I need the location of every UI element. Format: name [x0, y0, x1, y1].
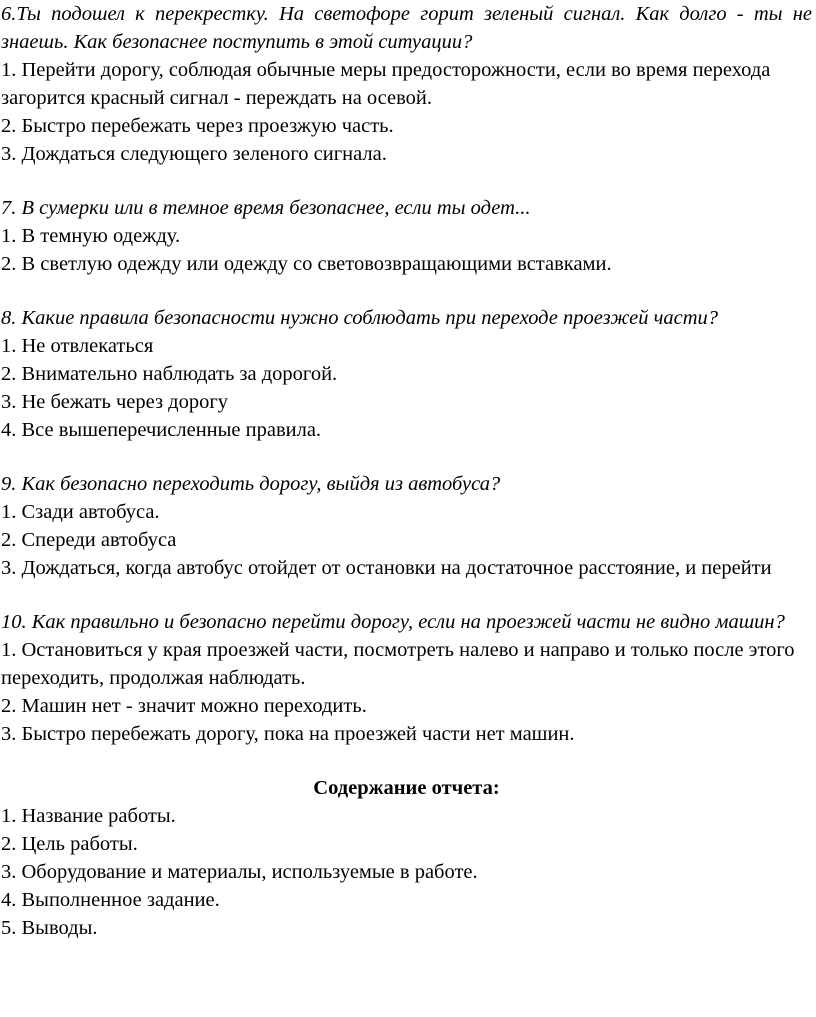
answer-option: 1. Не отвлекаться — [1, 335, 154, 357]
question-text: 8. Какие правила безопасности нужно соблюдать при переходе проезжей части? — [1, 307, 719, 329]
spacer — [1, 168, 812, 194]
report-section — [1, 774, 812, 942]
answer-option: 1. В темную одежду. — [1, 225, 181, 247]
spacer — [1, 278, 812, 304]
spacer — [1, 582, 812, 608]
question-block-6 — [1, 0, 812, 168]
answer-option: 1. Сзади автобуса. — [1, 501, 160, 523]
answer-option: 1. Остановиться у края проезжей части, посмотреть налево и направо и только после этого переходить, продолжая наблюдать. — [1, 639, 795, 689]
answer-option: 2. Быстро перебежать через проезжую часть. — [1, 115, 394, 137]
answer-option: 2. В светлую одежду или одежду со световозвращающими вставками. — [1, 253, 612, 275]
answer-option: 2. Спереди автобуса — [1, 529, 177, 551]
report-item: 5. Выводы. — [1, 917, 98, 939]
report-item: 2. Цель работы. — [1, 833, 138, 855]
question-block-9 — [1, 470, 812, 582]
spacer — [1, 444, 812, 470]
question-text: 6.Ты подошел к перекрестку. На светофоре горит зеленый сигнал. Как долго - ты не знаешь. Как безопаснее поступить в этой ситуации? — [1, 3, 812, 53]
report-item: 4. Выполненное задание. — [1, 889, 220, 911]
answer-option: 3. Дождаться, когда автобус отойдет от остановки на достаточное расстояние, и перейти — [1, 557, 772, 579]
question-text: 9. Как безопасно переходить дорогу, выйдя из автобуса? — [1, 473, 501, 495]
report-item: 3. Оборудование и материалы, используемые в работе. — [1, 861, 478, 883]
answer-option: 3. Не бежать через дорогу — [1, 391, 229, 413]
question-block-7 — [1, 194, 812, 278]
answer-option: 3. Дождаться следующего зеленого сигнала. — [1, 143, 387, 165]
question-text: 7. В сумерки или в темное время безопаснее, если ты одет... — [1, 197, 531, 219]
question-block-8 — [1, 304, 812, 444]
question-text: 10. Как правильно и безопасно перейти дорогу, если на проезжей части не видно машин? — [1, 611, 785, 633]
answer-option: 2. Машин нет - значит можно переходить. — [1, 695, 367, 717]
report-item: 1. Название работы. — [1, 805, 176, 827]
answer-option: 3. Быстро перебежать дорогу, пока на проезжей части нет машин. — [1, 723, 575, 745]
report-heading: Содержание отчета: — [313, 777, 500, 799]
answer-option: 4. Все вышеперечисленные правила. — [1, 419, 322, 441]
answer-option: 1. Перейти дорогу, соблюдая обычные меры предосторожности, если во время перехода загорится красный сигнал - переждать на осевой. — [1, 59, 771, 109]
question-block-10 — [1, 608, 812, 748]
spacer — [1, 748, 812, 774]
answer-option: 2. Внимательно наблюдать за дорогой. — [1, 363, 338, 385]
